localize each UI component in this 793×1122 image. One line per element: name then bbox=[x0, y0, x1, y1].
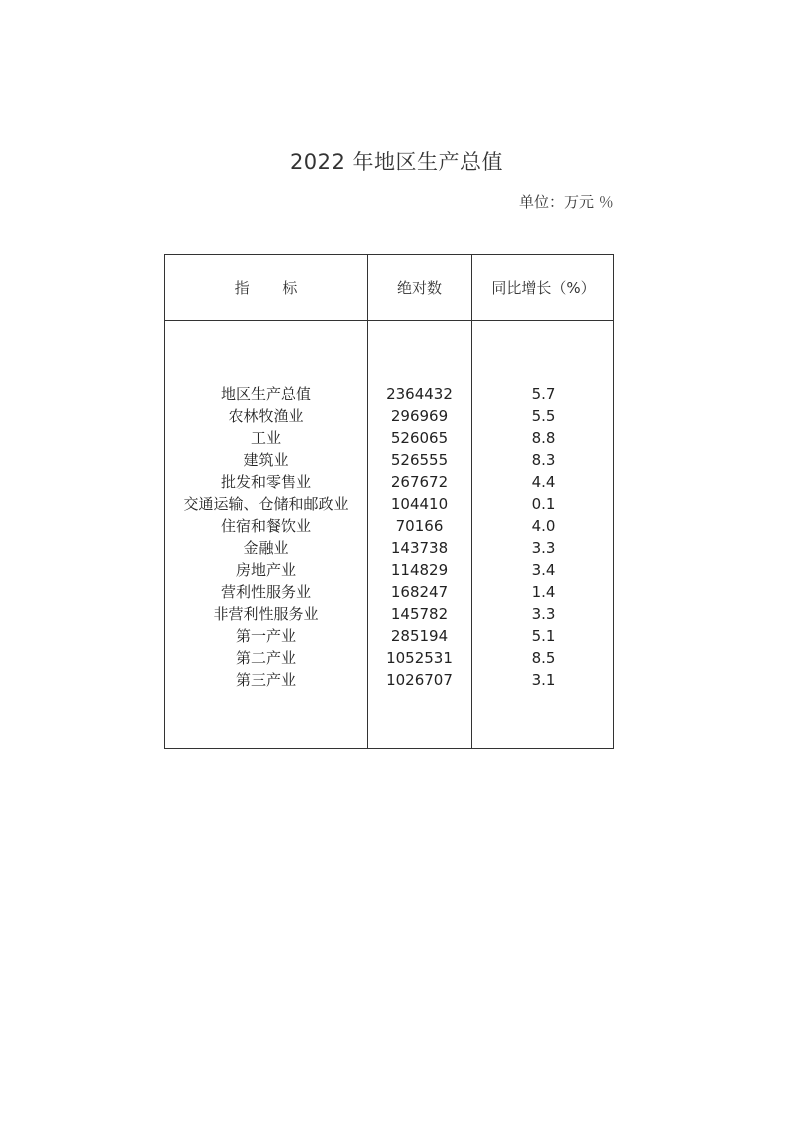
row-value: 1026707 bbox=[386, 671, 453, 689]
row-growth: 3.3 bbox=[531, 605, 556, 623]
table-row bbox=[165, 559, 613, 581]
row-growth: 5.7 bbox=[531, 385, 556, 403]
table-row bbox=[165, 669, 613, 691]
table-row bbox=[165, 515, 613, 537]
row-value: 526065 bbox=[390, 429, 449, 447]
row-indicator: 农林牧渔业 bbox=[228, 407, 304, 425]
row-growth: 4.0 bbox=[531, 517, 556, 535]
row-value: 526555 bbox=[390, 451, 449, 469]
header-yoy-growth: 同比增长（%） bbox=[491, 279, 596, 297]
row-indicator: 工业 bbox=[250, 429, 281, 447]
row-indicator: 第三产业 bbox=[235, 671, 296, 689]
page-title: 2022 年地区生产总值 bbox=[289, 150, 504, 174]
row-value: 267672 bbox=[390, 473, 449, 491]
row-growth: 0.1 bbox=[531, 495, 556, 513]
row-value: 114829 bbox=[390, 561, 449, 579]
row-growth: 5.1 bbox=[531, 627, 556, 645]
table-row bbox=[165, 427, 613, 449]
row-value: 2364432 bbox=[386, 385, 453, 403]
row-growth: 5.5 bbox=[531, 407, 556, 425]
row-indicator: 非营利性服务业 bbox=[213, 605, 319, 623]
table-row bbox=[165, 625, 613, 647]
row-growth: 8.5 bbox=[531, 649, 556, 667]
header-absolute-value: 绝对数 bbox=[396, 279, 442, 297]
row-value: 143738 bbox=[390, 539, 449, 557]
table-row bbox=[165, 603, 613, 625]
row-indicator: 批发和零售业 bbox=[220, 473, 311, 491]
row-value: 104410 bbox=[390, 495, 449, 513]
header-indicator: 指 标 bbox=[234, 279, 312, 297]
row-value: 1052531 bbox=[386, 649, 453, 667]
table-row bbox=[165, 537, 613, 559]
table-row bbox=[165, 471, 613, 493]
row-indicator: 住宿和餐饮业 bbox=[220, 517, 311, 535]
row-indicator: 营利性服务业 bbox=[220, 583, 311, 601]
row-indicator: 第二产业 bbox=[235, 649, 296, 667]
table-row bbox=[165, 449, 613, 471]
row-value: 285194 bbox=[390, 627, 449, 645]
row-indicator: 第一产业 bbox=[235, 627, 296, 645]
gdp-table bbox=[164, 254, 614, 749]
unit-label: 单位：万元 ％ bbox=[519, 193, 614, 211]
table-body bbox=[165, 383, 613, 691]
row-indicator: 地区生产总值 bbox=[220, 385, 311, 403]
row-indicator: 金融业 bbox=[243, 539, 289, 557]
table-header-row bbox=[165, 255, 613, 321]
row-growth: 8.3 bbox=[531, 451, 556, 469]
row-value: 296969 bbox=[390, 407, 449, 425]
row-growth: 4.4 bbox=[531, 473, 556, 491]
row-growth: 1.4 bbox=[531, 583, 556, 601]
table-row bbox=[165, 405, 613, 427]
row-indicator: 建筑业 bbox=[243, 451, 289, 469]
table-row bbox=[165, 383, 613, 405]
row-growth: 3.1 bbox=[531, 671, 556, 689]
table-row bbox=[165, 647, 613, 669]
row-growth: 8.8 bbox=[531, 429, 556, 447]
row-growth: 3.4 bbox=[531, 561, 556, 579]
table-row bbox=[165, 493, 613, 515]
row-indicator: 交通运输、仓储和邮政业 bbox=[183, 495, 349, 513]
row-value: 145782 bbox=[390, 605, 449, 623]
row-value: 168247 bbox=[390, 583, 449, 601]
row-indicator: 房地产业 bbox=[235, 561, 296, 579]
table-row bbox=[165, 581, 613, 603]
row-value: 70166 bbox=[395, 517, 444, 535]
row-growth: 3.3 bbox=[531, 539, 556, 557]
